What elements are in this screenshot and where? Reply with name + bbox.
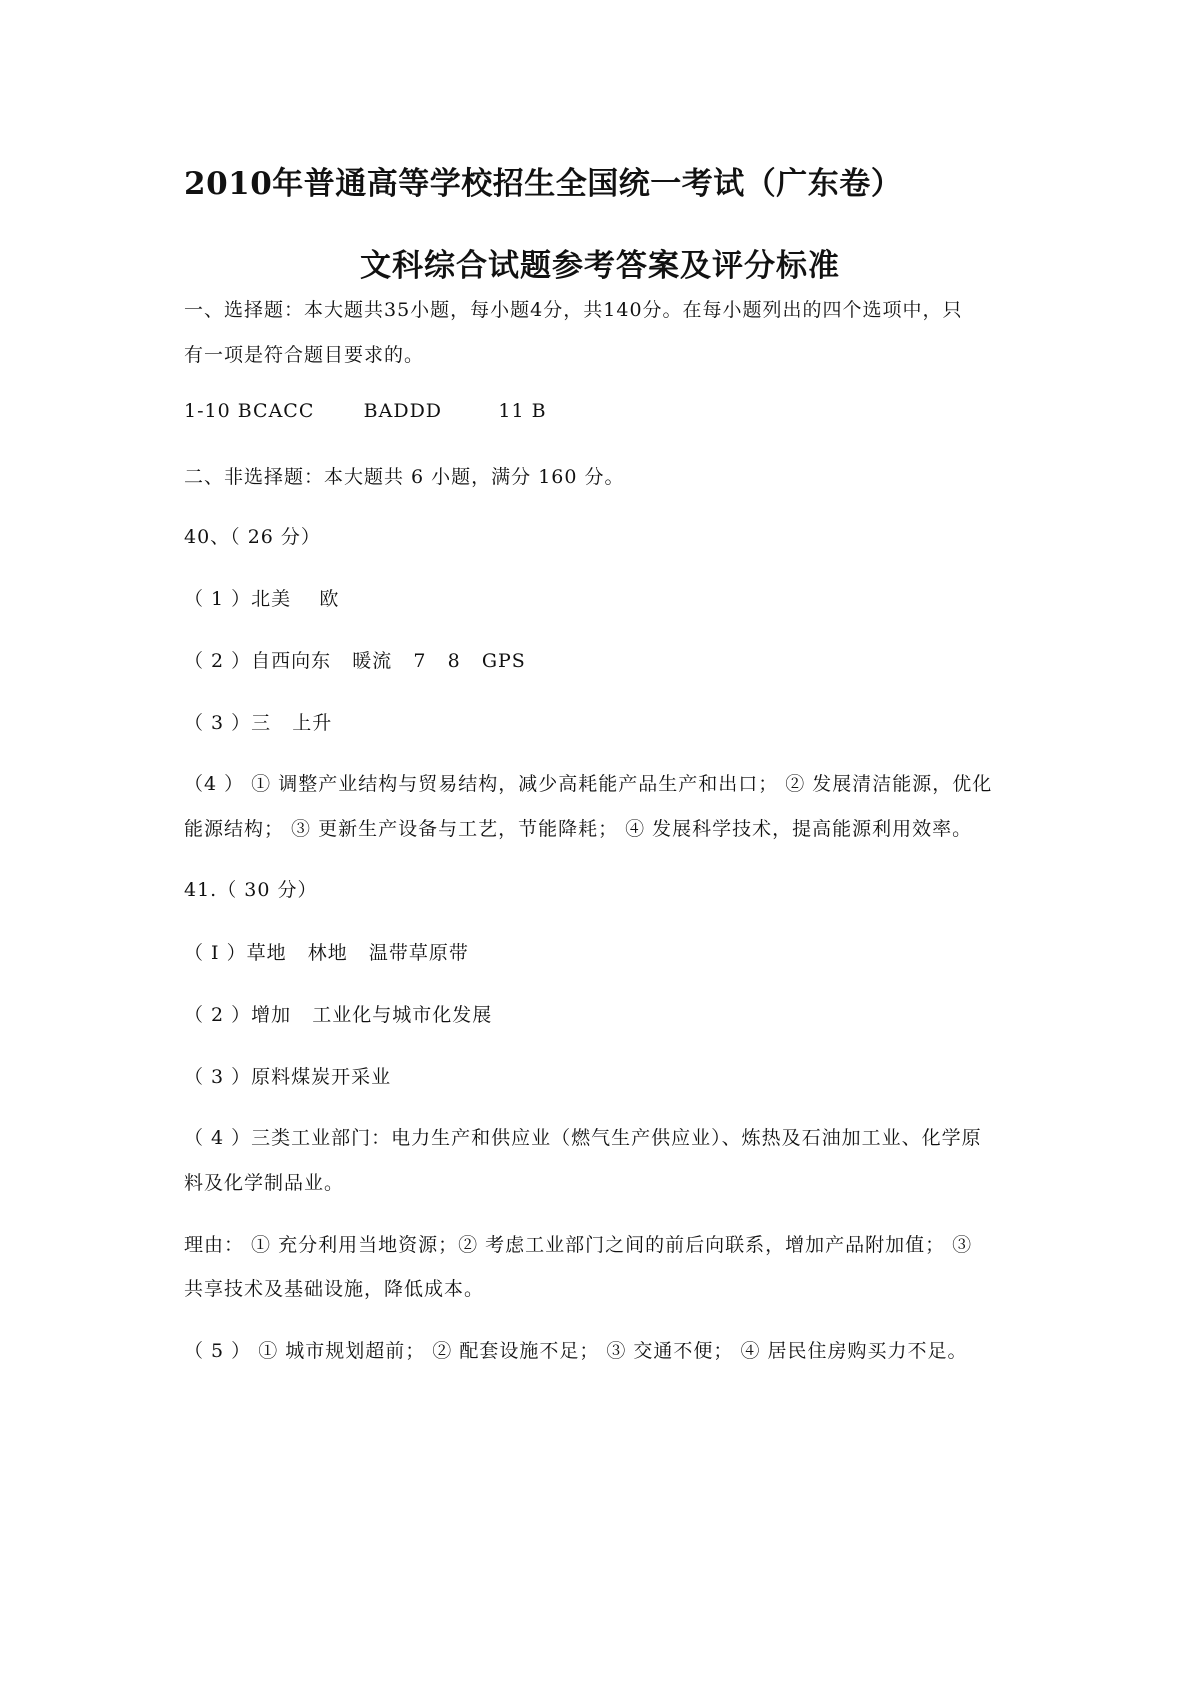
q41-reason-line-1: 理由： ① 充分利用当地资源；② 考虑工业部门之间的前后向联系，增加产品附加值； ③ <box>184 1234 973 1256</box>
q40-part-2: （ 2 ）自西向东 暖流 7 8 GPS <box>184 650 526 672</box>
q41-reason-line-2: 共享技术及基础设施，降低成本。 <box>184 1278 485 1300</box>
q40-part-4-line-2: 能源结构； ③ 更新生产设备与工艺，节能降耗； ④ 发展科学技术，提高能源利用效率。 <box>184 818 973 840</box>
document-subtitle: 文科综合试题参考答案及评分标准 <box>360 248 840 284</box>
q40-part-3: （ 3 ）三 上升 <box>184 712 333 734</box>
section-1-intro-line-1: 一、选择题：本大题共35小题，每小题4分，共140分。在每小题列出的四个选项中，只 <box>184 299 963 321</box>
choice-answers: 1-10 BCACC BADDD 11 B <box>184 400 547 422</box>
document-title: 2010年普通高等学校招生全国统一考试（广东卷） <box>184 166 903 202</box>
q41-part-5: （ 5 ） ① 城市规划超前； ② 配套设施不足； ③ 交通不便； ④ 居民住房购买力不足。 <box>184 1340 968 1362</box>
q41-part-2: （ 2 ）增加 工业化与城市化发展 <box>184 1004 493 1026</box>
section-1-intro-line-2: 有一项是符合题目要求的。 <box>184 344 425 366</box>
section-2-intro: 二、非选择题：本大题共 6 小题，满分 160 分。 <box>184 466 625 488</box>
q41-part-1: （ I ）草地 林地 温带草原带 <box>184 942 469 964</box>
q40-part-1: （ 1 ）北美 欧 <box>184 588 340 610</box>
q41-part-3: （ 3 ）原料煤炭开采业 <box>184 1066 392 1088</box>
question-41-heading: 41.（ 30 分） <box>184 879 318 901</box>
q41-part-4-line-2: 料及化学制品业。 <box>184 1172 345 1194</box>
q41-part-4-line-1: （ 4 ）三类工业部门：电力生产和供应业（燃气生产供应业）、炼热及石油加工业、化学原 <box>184 1127 982 1149</box>
question-40-heading: 40、（ 26 分） <box>184 526 321 548</box>
q40-part-4-line-1: （4 ） ① 调整产业结构与贸易结构，减少高耗能产品生产和出口； ② 发展清洁能源，优化 <box>184 773 993 795</box>
